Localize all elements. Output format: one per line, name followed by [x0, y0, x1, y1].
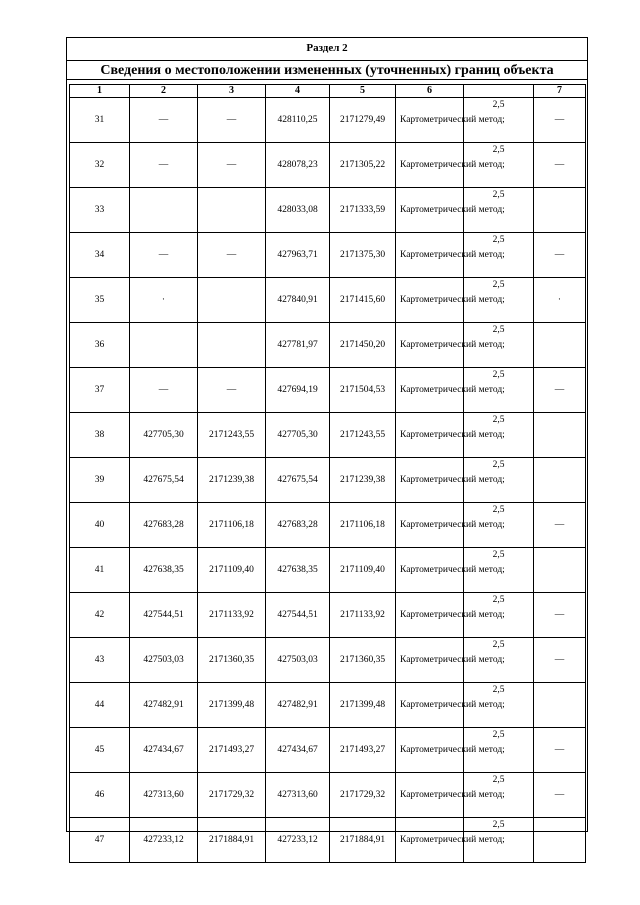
existing-y: 2171239,38: [198, 458, 266, 503]
precision-value: 2,5: [464, 368, 534, 413]
table-row: [70, 593, 586, 638]
existing-x: 427503,03: [130, 638, 198, 683]
note-cell: [534, 818, 586, 863]
existing-x: —: [130, 233, 198, 278]
refined-y: 2171243,55: [330, 413, 396, 458]
existing-y: 2171133,92: [198, 593, 266, 638]
table-row: [70, 818, 586, 863]
existing-x: 427482,91: [130, 683, 198, 728]
existing-y: 2171399,48: [198, 683, 266, 728]
point-number: 32: [70, 143, 130, 188]
refined-y: 2171109,40: [330, 548, 396, 593]
determination-method: Картометрический метод;: [396, 233, 464, 278]
precision-value: 2,5: [464, 98, 534, 143]
note-cell: —: [534, 638, 586, 683]
precision-value: 2,5: [464, 818, 534, 863]
determination-method: Картометрический метод;: [396, 98, 464, 143]
existing-y: 2171109,40: [198, 548, 266, 593]
point-number: 34: [70, 233, 130, 278]
determination-method: Картометрический метод;: [396, 638, 464, 683]
refined-x: 427434,67: [266, 728, 330, 773]
existing-y: —: [198, 233, 266, 278]
point-number: 36: [70, 323, 130, 368]
point-number: 38: [70, 413, 130, 458]
refined-y: 2171333,59: [330, 188, 396, 233]
refined-x: 427482,91: [266, 683, 330, 728]
refined-y: 2171106,18: [330, 503, 396, 548]
table-row: [70, 98, 586, 143]
column-header: 1: [70, 85, 130, 98]
section-title: Раздел 2: [306, 42, 348, 54]
table-row: [70, 683, 586, 728]
note-cell: —: [534, 233, 586, 278]
existing-y: —: [198, 98, 266, 143]
determination-method: Картометрический метод;: [396, 188, 464, 233]
precision-value: 2,5: [464, 503, 534, 548]
existing-x: 427233,12: [130, 818, 198, 863]
determination-method: Картометрический метод;: [396, 413, 464, 458]
refined-x: 427694,19: [266, 368, 330, 413]
note-cell: [534, 323, 586, 368]
refined-x: 427683,28: [266, 503, 330, 548]
point-number: 41: [70, 548, 130, 593]
refined-x: 428110,25: [266, 98, 330, 143]
point-number: 31: [70, 98, 130, 143]
table-row: [70, 638, 586, 683]
table-row: [70, 233, 586, 278]
precision-value: 2,5: [464, 728, 534, 773]
existing-x: 427544,51: [130, 593, 198, 638]
table-row: [70, 323, 586, 368]
existing-y: 2171884,91: [198, 818, 266, 863]
table-row: [70, 188, 586, 233]
existing-y: —: [198, 368, 266, 413]
precision-value: 2,5: [464, 323, 534, 368]
refined-y: 2171729,32: [330, 773, 396, 818]
note-cell: —: [534, 98, 586, 143]
precision-value: 2,5: [464, 188, 534, 233]
existing-y: 2171106,18: [198, 503, 266, 548]
point-number: 33: [70, 188, 130, 233]
existing-y: [198, 278, 266, 323]
refined-y: 2171360,35: [330, 638, 396, 683]
main-title: Сведения о местоположении измененных (уточненных) границ объекта: [66, 60, 588, 80]
point-number: 42: [70, 593, 130, 638]
precision-value: 2,5: [464, 548, 534, 593]
table-row: [70, 503, 586, 548]
existing-x: 427434,67: [130, 728, 198, 773]
point-number: 37: [70, 368, 130, 413]
point-number: 35: [70, 278, 130, 323]
table-row: [70, 413, 586, 458]
column-header: 6: [396, 85, 464, 98]
refined-x: 427233,12: [266, 818, 330, 863]
precision-value: 2,5: [464, 233, 534, 278]
precision-value: 2,5: [464, 773, 534, 818]
table-row: [70, 368, 586, 413]
refined-y: 2171493,27: [330, 728, 396, 773]
existing-y: 2171729,32: [198, 773, 266, 818]
point-number: 43: [70, 638, 130, 683]
table-row: [70, 773, 586, 818]
determination-method: Картометрический метод;: [396, 683, 464, 728]
determination-method: Картометрический метод;: [396, 818, 464, 863]
precision-value: 2,5: [464, 683, 534, 728]
refined-x: 427963,71: [266, 233, 330, 278]
table-row: [70, 143, 586, 188]
precision-value: 2,5: [464, 593, 534, 638]
refined-y: 2171375,30: [330, 233, 396, 278]
determination-method: Картометрический метод;: [396, 278, 464, 323]
existing-x: [130, 323, 198, 368]
refined-x: 427313,60: [266, 773, 330, 818]
point-number: 39: [70, 458, 130, 503]
existing-x: [130, 188, 198, 233]
existing-x: 427638,35: [130, 548, 198, 593]
existing-x: —: [130, 98, 198, 143]
refined-y: 2171279,49: [330, 98, 396, 143]
note-cell: —: [534, 368, 586, 413]
refined-x: 427840,91: [266, 278, 330, 323]
point-number: 47: [70, 818, 130, 863]
column-header: 2: [130, 85, 198, 98]
refined-y: 2171884,91: [330, 818, 396, 863]
column-header: 7: [534, 85, 586, 98]
determination-method: Картометрический метод;: [396, 143, 464, 188]
existing-y: 2171360,35: [198, 638, 266, 683]
refined-x: 428078,23: [266, 143, 330, 188]
precision-value: 2,5: [464, 638, 534, 683]
refined-x: 427638,35: [266, 548, 330, 593]
existing-x: —: [130, 368, 198, 413]
column-header: 3: [198, 85, 266, 98]
existing-x: 427675,54: [130, 458, 198, 503]
note-cell: —: [534, 143, 586, 188]
point-number: 44: [70, 683, 130, 728]
determination-method: Картометрический метод;: [396, 593, 464, 638]
existing-y: —: [198, 143, 266, 188]
existing-x: —: [130, 143, 198, 188]
table-row: [70, 728, 586, 773]
refined-x: 427544,51: [266, 593, 330, 638]
column-header: 4: [266, 85, 330, 98]
point-number: 40: [70, 503, 130, 548]
precision-value: 2,5: [464, 413, 534, 458]
column-header: [464, 85, 534, 98]
refined-x: 427781,97: [266, 323, 330, 368]
point-number: 46: [70, 773, 130, 818]
refined-x: 427705,30: [266, 413, 330, 458]
determination-method: Картометрический метод;: [396, 548, 464, 593]
refined-y: 2171504,53: [330, 368, 396, 413]
note-cell: [534, 458, 586, 503]
determination-method: Картометрический метод;: [396, 368, 464, 413]
precision-value: 2,5: [464, 278, 534, 323]
refined-y: 2171239,38: [330, 458, 396, 503]
determination-method: Картометрический метод;: [396, 323, 464, 368]
determination-method: Картометрический метод;: [396, 458, 464, 503]
refined-y: 2171415,60: [330, 278, 396, 323]
column-header: 5: [330, 85, 396, 98]
precision-value: 2,5: [464, 143, 534, 188]
refined-y: 2171450,20: [330, 323, 396, 368]
refined-y: 2171399,48: [330, 683, 396, 728]
table-row: [70, 548, 586, 593]
boundary-points-table: [69, 84, 586, 863]
existing-x: 427683,28: [130, 503, 198, 548]
note-cell: —: [534, 773, 586, 818]
determination-method: Картометрический метод;: [396, 773, 464, 818]
note-cell: [534, 548, 586, 593]
existing-y: [198, 323, 266, 368]
refined-x: 427675,54: [266, 458, 330, 503]
existing-y: [198, 188, 266, 233]
refined-x: 427503,03: [266, 638, 330, 683]
table-row: [70, 458, 586, 503]
column-header-row: [70, 85, 586, 98]
note-cell: [534, 683, 586, 728]
note-cell: —: [534, 593, 586, 638]
note-cell: [534, 188, 586, 233]
note-cell: —: [534, 503, 586, 548]
note-cell: —: [534, 728, 586, 773]
precision-value: 2,5: [464, 458, 534, 503]
point-number: 45: [70, 728, 130, 773]
determination-method: Картометрический метод;: [396, 728, 464, 773]
refined-y: 2171133,92: [330, 593, 396, 638]
existing-y: 2171493,27: [198, 728, 266, 773]
note-cell: [534, 413, 586, 458]
existing-x: ·: [130, 278, 198, 323]
existing-y: 2171243,55: [198, 413, 266, 458]
refined-x: 428033,08: [266, 188, 330, 233]
existing-x: 427313,60: [130, 773, 198, 818]
refined-y: 2171305,22: [330, 143, 396, 188]
determination-method: Картометрический метод;: [396, 503, 464, 548]
table-row: [70, 278, 586, 323]
note-cell: ·: [534, 278, 586, 323]
existing-x: 427705,30: [130, 413, 198, 458]
